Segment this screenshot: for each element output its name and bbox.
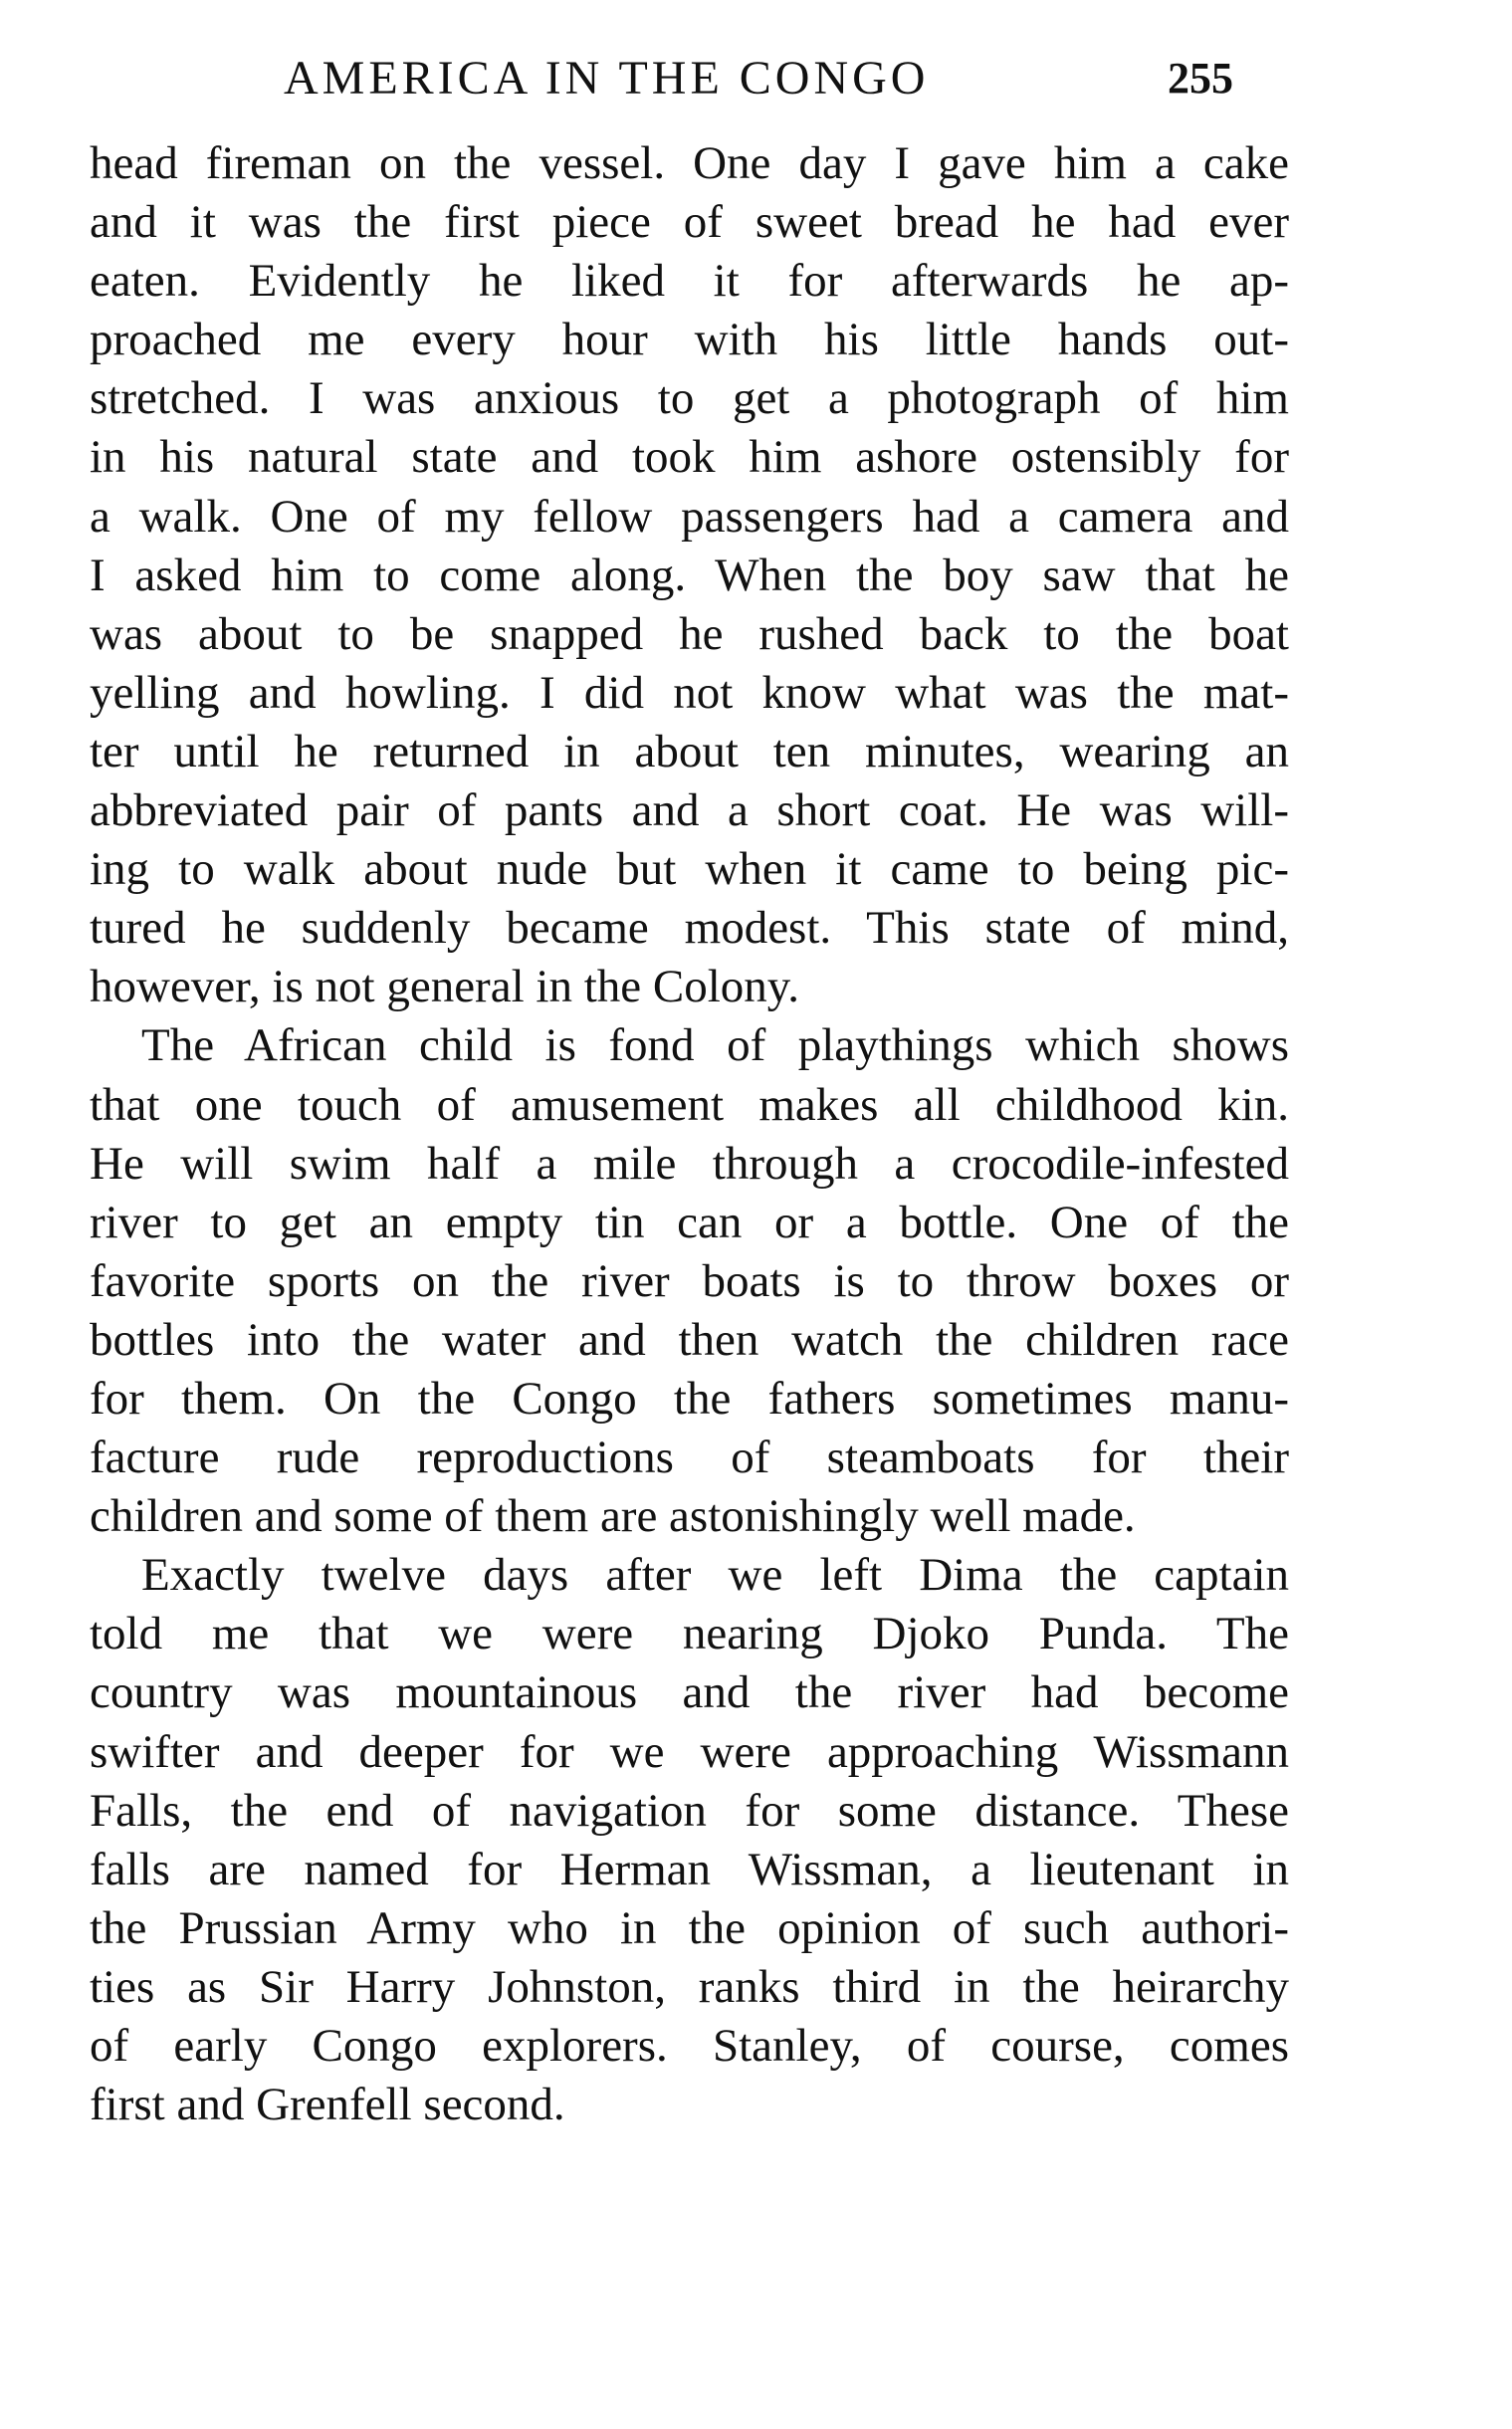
text-line: He will swim half a mile through a crocodile-infested <box>90 1137 1289 1190</box>
text-line: and it was the first piece of sweet bread he had ever <box>90 196 1289 249</box>
text-line: ter until he returned in about ten minutes, wearing an <box>90 725 1289 777</box>
text-line: yelling and howling. I did not know what was the mat- <box>90 666 1289 719</box>
paragraph <box>90 134 1289 1016</box>
text-line: that one touch of amusement makes all childhood kin. <box>90 1078 1289 1131</box>
text-line: in his natural state and took him ashore ostensibly for <box>90 431 1289 484</box>
text-line: tured he suddenly became modest. This state of mind, <box>90 902 1289 955</box>
text-line: falls are named for Herman Wissman, a lieutenant in <box>90 1843 1289 1895</box>
text-line: first and Grenfell second. <box>90 2079 565 2131</box>
text-line: however, is not general in the Colony. <box>90 961 799 1013</box>
text-line: ing to walk about nude but when it came to being pic- <box>90 843 1289 896</box>
text-line: bottles into the water and then watch the children race <box>90 1313 1289 1366</box>
text-line: country was mountainous and the river had become <box>90 1666 1289 1719</box>
body-text <box>90 134 1289 2134</box>
text-line: head fireman on the vessel. One day I gave him a cake <box>90 137 1289 189</box>
text-line: Falls, the end of navigation for some distance. These <box>90 1784 1289 1837</box>
text-line: told me that we were nearing Djoko Punda. The <box>90 1608 1289 1660</box>
text-line: children and some of them are astonishingly well made. <box>90 1490 1136 1543</box>
text-line: facture rude reproductions of steamboats for their <box>90 1432 1289 1484</box>
text-line: swifter and deeper for we were approaching Wissmann <box>90 1725 1289 1778</box>
page-number: 255 <box>1168 54 1233 103</box>
text-line: favorite sports on the river boats is to throw boxes or <box>90 1254 1289 1307</box>
text-line: ties as Sir Harry Johnston, ranks third in the heirarchy <box>90 1960 1289 2013</box>
text-line: eaten. Evidently he liked it for afterwards he ap- <box>90 255 1289 308</box>
text-line: was about to be snapped he rushed back to the boat <box>90 607 1289 660</box>
text-line: stretched. I was anxious to get a photograph of him <box>90 372 1289 425</box>
paragraph <box>90 1546 1289 2134</box>
text-line: proached me every hour with his little hands out- <box>90 314 1289 366</box>
text-line: I asked him to come along. When the boy saw that he <box>90 549 1289 601</box>
text-line: a walk. One of my fellow passengers had a camera and <box>90 490 1289 543</box>
text-line: of early Congo explorers. Stanley, of course, comes <box>90 2020 1289 2072</box>
text-line: for them. On the Congo the fathers sometimes manu- <box>90 1372 1289 1425</box>
running-title: AMERICA IN THE CONGO <box>284 52 930 105</box>
text-line: the Prussian Army who in the opinion of such authori- <box>90 1901 1289 1954</box>
text-line: The African child is fond of playthings which shows <box>141 1019 1289 1072</box>
text-line: abbreviated pair of pants and a short coat. He was will- <box>90 784 1289 837</box>
text-line: Exactly twelve days after we left Dima the captain <box>141 1549 1289 1602</box>
paragraph <box>90 1016 1289 1546</box>
text-line: river to get an empty tin can or a bottle. One of the <box>90 1196 1289 1248</box>
